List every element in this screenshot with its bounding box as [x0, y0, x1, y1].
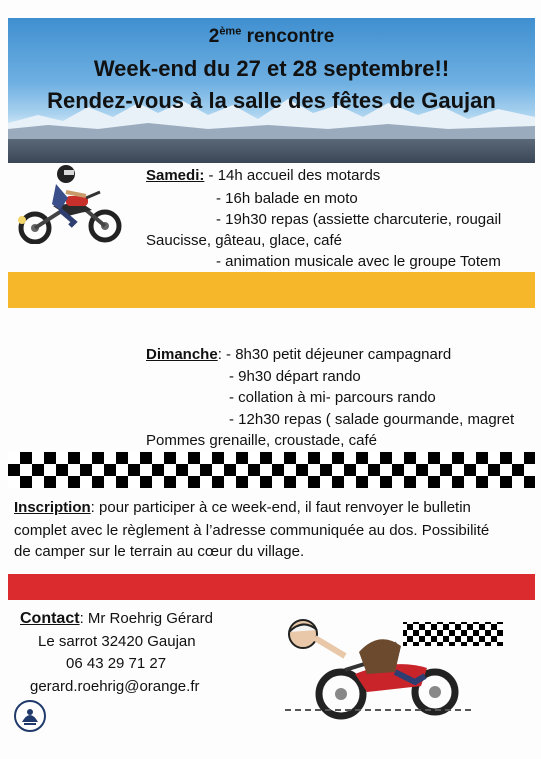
checkered-divider [8, 452, 535, 488]
inscription-line-3: de camper sur le terrain au cœur du village. [14, 543, 305, 560]
cartoon-biker-illustration [275, 612, 505, 722]
motorcycle-rider-illustration [8, 162, 128, 244]
samedi-row-1 [146, 166, 380, 185]
orange-divider [8, 272, 535, 308]
samedi-item-3-continued: Saucisse, gâteau, glace, café [146, 232, 342, 249]
dimanche-item-2: - 9h30 départ rando [229, 368, 361, 385]
dimanche-item-4-continued: Pommes grenaille, croustade, café [146, 432, 377, 449]
association-logo-icon [14, 700, 46, 732]
samedi-label: Samedi: [146, 167, 205, 184]
inscription-line-2: complet avec le règlement à l’adresse communiquée au dos. Possibilité [14, 522, 490, 539]
event-edition-title: 2ème rencontre [208, 25, 335, 47]
contact-label: Contact [20, 610, 80, 627]
dimanche-label: Dimanche [146, 346, 218, 363]
contact-name: : Mr Roehrig Gérard [79, 610, 213, 627]
event-dates-title: Week-end du 27 et 28 septembre!! [93, 56, 450, 81]
event-venue-title: Rendez-vous à la salle des fêtes de Gaujan [47, 88, 496, 113]
header-banner [8, 18, 535, 163]
inscription-label: Inscription [14, 499, 91, 516]
dimanche-item-1: : - 8h30 petit déjeuner campagnard [217, 346, 452, 363]
samedi-item-1: - 14h accueil des motards [204, 167, 381, 184]
inscription-line-1: Inscription: pour participer à ce week-end, il faut renvoyer le bulletin [14, 499, 471, 516]
dimanche-item-4: - 12h30 repas ( salade gourmande, magret [229, 411, 515, 428]
contact-phone: 06 43 29 71 27 [66, 655, 167, 672]
contact-email[interactable]: gerard.roehrig@orange.fr [30, 678, 200, 695]
dimanche-item-3: - collation à mi- parcours rando [229, 389, 436, 406]
contact-address: Le sarrot 32420 Gaujan [38, 633, 196, 650]
samedi-item-4: - animation musicale avec le groupe Totem [216, 253, 501, 270]
contact-row [20, 607, 213, 630]
red-divider [8, 574, 535, 600]
samedi-item-2: - 16h balade en moto [216, 190, 358, 207]
dimanche-row-1 [146, 345, 451, 364]
samedi-item-3: - 19h30 repas (assiette charcuterie, rougail [216, 211, 502, 228]
landscape-ground [8, 139, 535, 163]
